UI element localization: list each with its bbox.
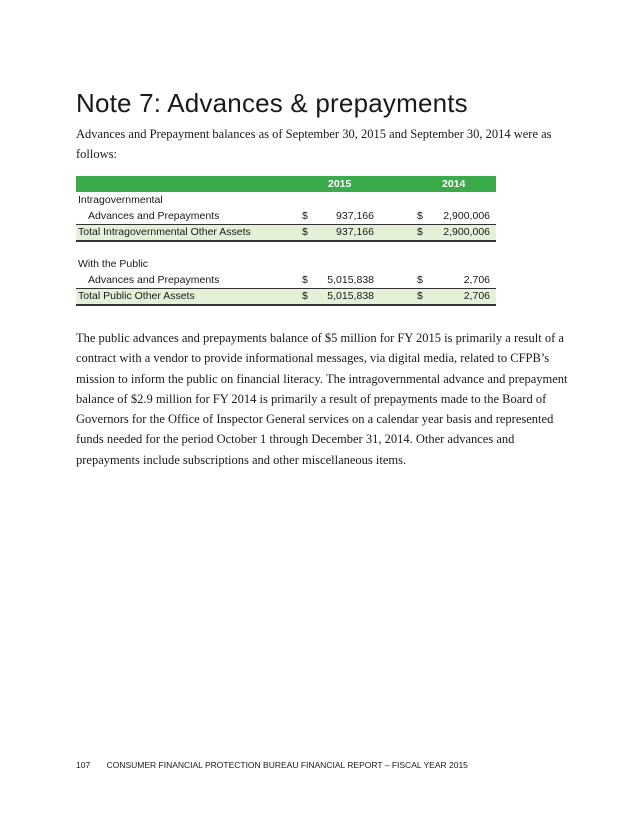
intro-paragraph: Advances and Prepayment balances as of September 30, 2015 and September 30, 2014 were as follows: <box>76 127 552 161</box>
footer-text: CONSUMER FINANCIAL PROTECTION BUREAU FINANCIAL REPORT – FISCAL YEAR 2015 <box>106 760 468 770</box>
row-label: Advances and Prepayments <box>88 210 220 222</box>
total-2015: 937,166 <box>336 226 374 238</box>
table-row <box>76 272 496 288</box>
total-2015: 5,015,838 <box>327 290 374 302</box>
section-title-row <box>76 256 496 272</box>
total-2014: 2,706 <box>463 290 490 302</box>
total-2014: 2,900,006 <box>443 226 490 238</box>
table-row <box>76 208 496 224</box>
balances-table <box>76 176 496 306</box>
section-title: Intragovernmental <box>78 194 163 206</box>
column-header-2014: 2014 <box>442 178 466 190</box>
value-2014: 2,900,006 <box>443 210 490 222</box>
value-2015: 937,166 <box>336 210 374 222</box>
currency-symbol: $ <box>302 226 308 238</box>
total-label: Total Public Other Assets <box>78 290 195 302</box>
currency-symbol: $ <box>302 274 308 286</box>
total-row <box>76 224 496 242</box>
body-paragraph: The public advances and prepayments balance of $5 million for FY 2015 is primarily a result of a contract with a vendor to provide informational messages, via digital media, related to CFPB’s mission to inform the public on financial literacy. The intragovernmental advance and prepayment balance of $2.9 million for FY 2014 is primarily a result of prepayments made to the Board of Governors for the Office of Inspector General services on a calendar year basis and represented funds needed for the period October 1 through December 31, 2014. Other advances and prepayments include subscriptions and other miscellaneous items. <box>76 331 568 467</box>
column-header-2015: 2015 <box>328 178 352 190</box>
page-number: 107 <box>76 760 91 770</box>
currency-symbol: $ <box>417 274 423 286</box>
section-title-row <box>76 192 496 208</box>
currency-symbol: $ <box>302 290 308 302</box>
currency-symbol: $ <box>302 210 308 222</box>
spacer <box>76 242 496 256</box>
currency-symbol: $ <box>417 210 423 222</box>
value-2014: 2,706 <box>463 274 490 286</box>
currency-symbol: $ <box>417 290 423 302</box>
total-row <box>76 288 496 306</box>
total-label: Total Intragovernmental Other Assets <box>78 226 251 238</box>
value-2015: 5,015,838 <box>327 274 374 286</box>
table-header-row <box>76 176 496 192</box>
page-footer <box>76 760 468 770</box>
page-heading: Note 7: Advances & prepayments <box>76 88 468 118</box>
row-label: Advances and Prepayments <box>88 274 220 286</box>
section-title: With the Public <box>78 258 149 270</box>
currency-symbol: $ <box>417 226 423 238</box>
